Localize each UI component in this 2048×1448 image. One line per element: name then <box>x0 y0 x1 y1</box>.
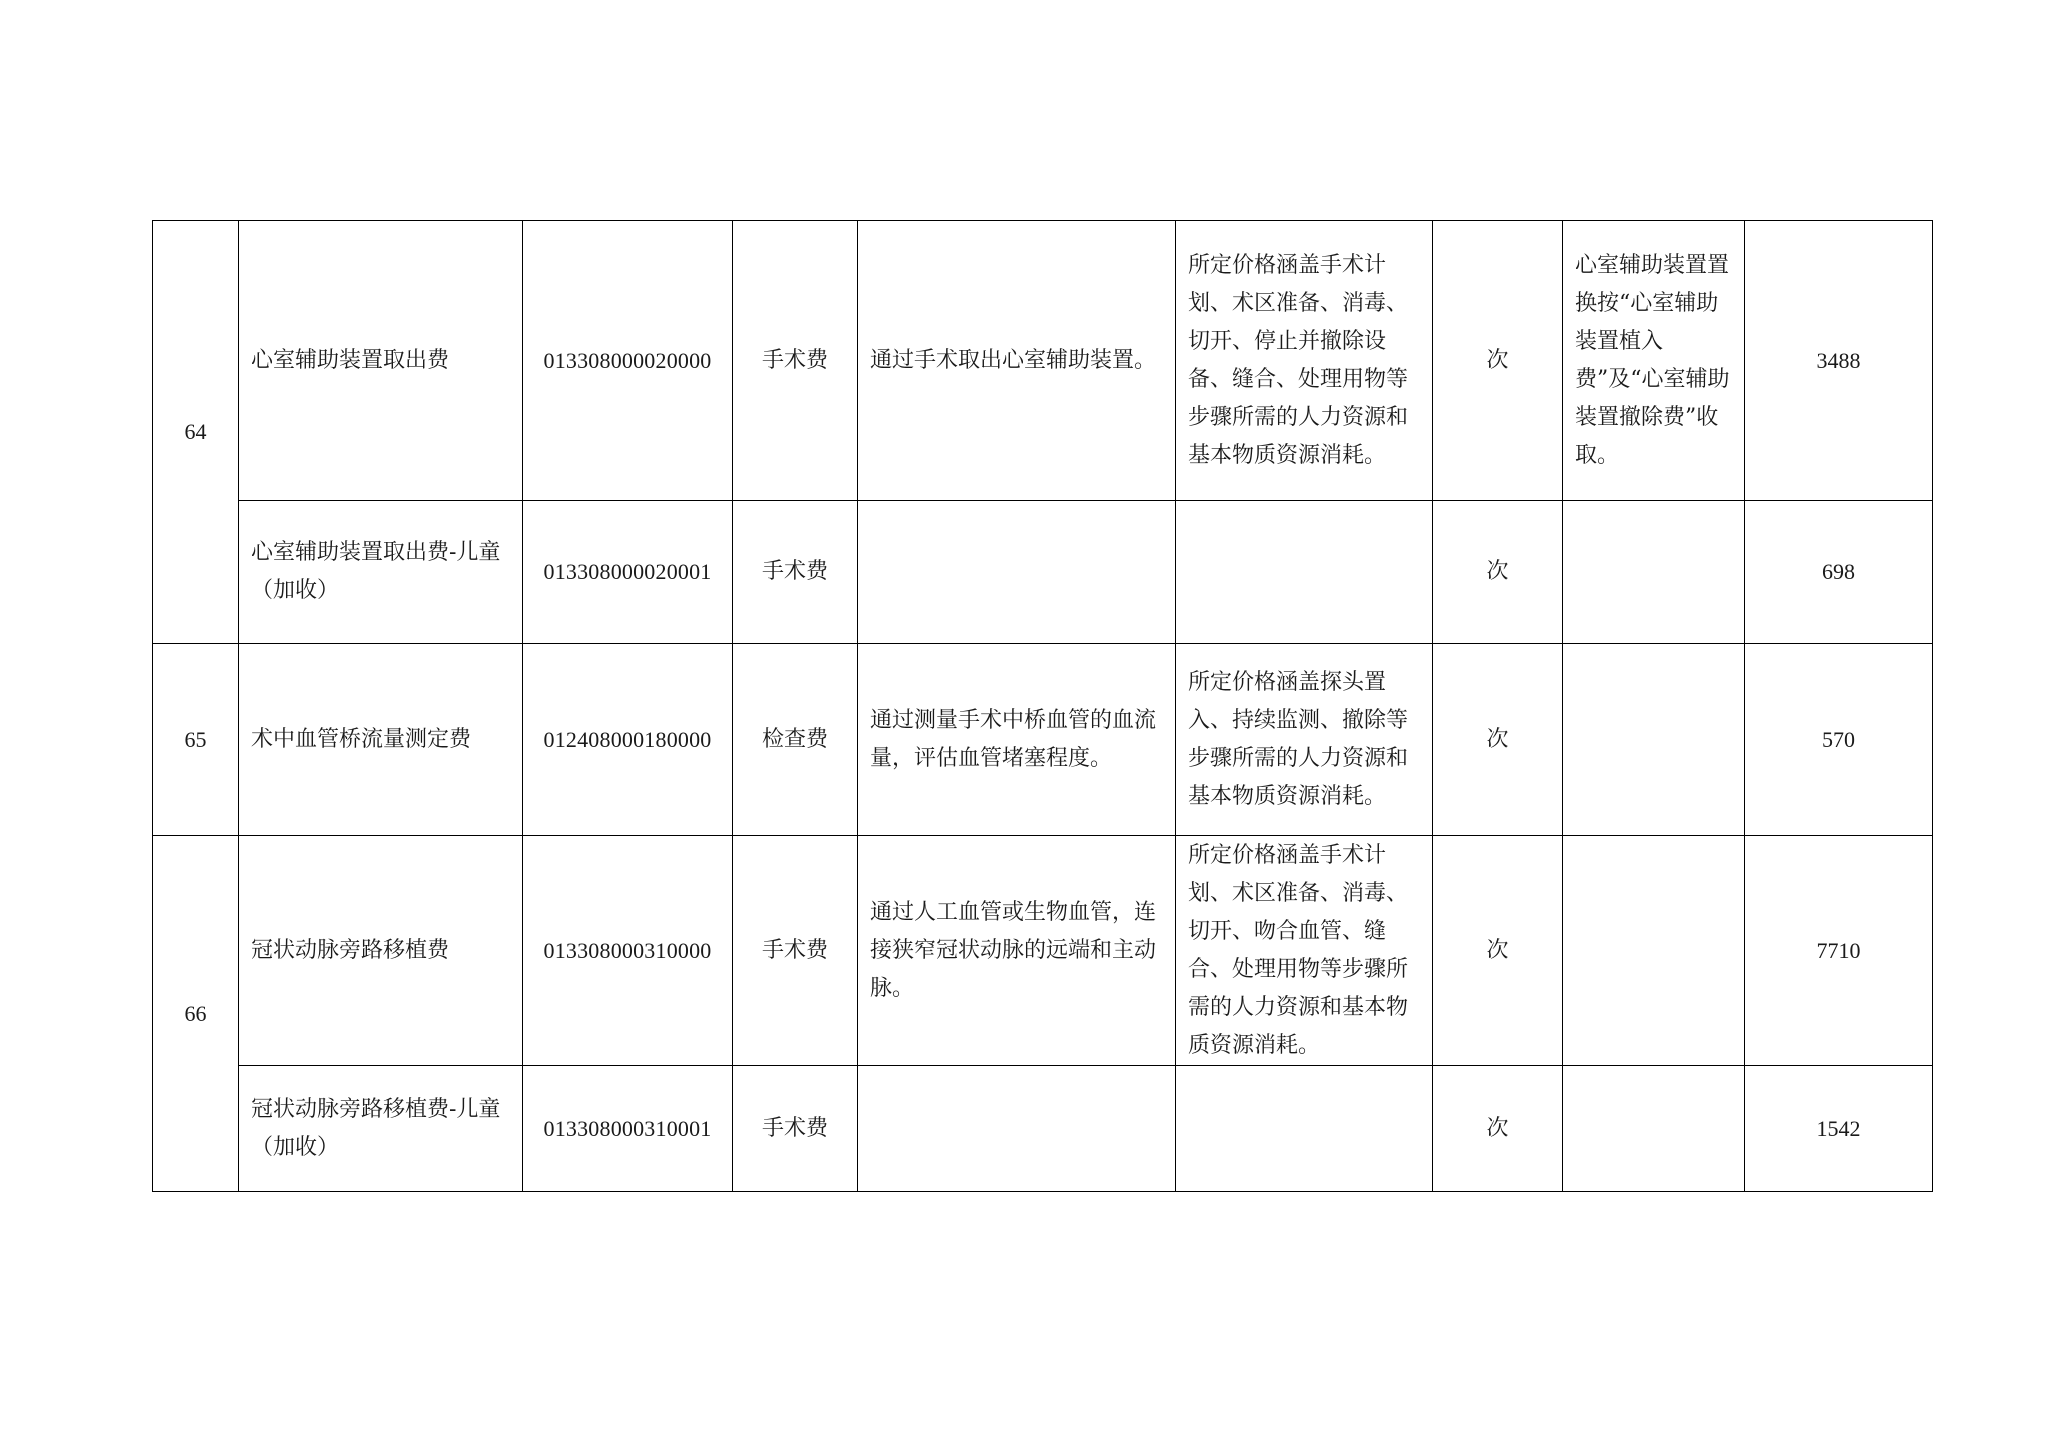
category-cell: 检查费 <box>733 644 858 836</box>
note-cell <box>1563 1066 1745 1192</box>
note-cell <box>1563 644 1745 836</box>
scope-cell: 所定价格涵盖探头置入、持续监测、撤除等步骤所需的人力资源和基本物质资源消耗。 <box>1176 644 1433 836</box>
seq-cell: 66 <box>153 836 239 1192</box>
unit-cell: 次 <box>1433 501 1563 644</box>
note-cell <box>1563 501 1745 644</box>
note-cell: 心室辅助装置置换按“心室辅助装置植入费”及“心室辅助装置撤除费”收取。 <box>1563 221 1745 501</box>
unit-cell: 次 <box>1433 836 1563 1066</box>
item-name-cell: 冠状动脉旁路移植费 <box>239 836 523 1066</box>
table-row <box>153 221 1933 501</box>
content-cell: 通过人工血管或生物血管，连接狭窄冠状动脉的远端和主动脉。 <box>858 836 1176 1066</box>
category-cell: 手术费 <box>733 501 858 644</box>
price-table <box>152 220 1933 1192</box>
content-cell: 通过手术取出心室辅助装置。 <box>858 221 1176 501</box>
unit-cell: 次 <box>1433 644 1563 836</box>
scope-cell: 所定价格涵盖手术计划、术区准备、消毒、切开、吻合血管、缝合、处理用物等步骤所需的人力资源和基本物质资源消耗。 <box>1176 836 1433 1066</box>
price-cell: 698 <box>1745 501 1933 644</box>
item-code-cell: 013308000020000 <box>523 221 733 501</box>
price-cell: 570 <box>1745 644 1933 836</box>
table-row <box>153 1066 1933 1192</box>
unit-cell: 次 <box>1433 221 1563 501</box>
price-cell: 7710 <box>1745 836 1933 1066</box>
content-cell <box>858 1066 1176 1192</box>
scope-cell <box>1176 1066 1433 1192</box>
content-cell: 通过测量手术中桥血管的血流量，评估血管堵塞程度。 <box>858 644 1176 836</box>
item-code-cell: 013308000310000 <box>523 836 733 1066</box>
item-name-cell: 术中血管桥流量测定费 <box>239 644 523 836</box>
item-code-cell: 012408000180000 <box>523 644 733 836</box>
item-name-cell: 心室辅助装置取出费 <box>239 221 523 501</box>
table-row <box>153 501 1933 644</box>
content-cell <box>858 501 1176 644</box>
item-code-cell: 013308000020001 <box>523 501 733 644</box>
category-cell: 手术费 <box>733 1066 858 1192</box>
price-cell: 1542 <box>1745 1066 1933 1192</box>
item-code-cell: 013308000310001 <box>523 1066 733 1192</box>
unit-cell: 次 <box>1433 1066 1563 1192</box>
seq-cell: 64 <box>153 221 239 644</box>
category-cell: 手术费 <box>733 836 858 1066</box>
scope-cell: 所定价格涵盖手术计划、术区准备、消毒、切开、停止并撤除设备、缝合、处理用物等步骤所需的人力资源和基本物质资源消耗。 <box>1176 221 1433 501</box>
seq-cell: 65 <box>153 644 239 836</box>
note-cell <box>1563 836 1745 1066</box>
scope-cell <box>1176 501 1433 644</box>
price-cell: 3488 <box>1745 221 1933 501</box>
item-name-cell: 冠状动脉旁路移植费-儿童（加收） <box>239 1066 523 1192</box>
category-cell: 手术费 <box>733 221 858 501</box>
table-row <box>153 644 1933 836</box>
table-row <box>153 836 1933 1066</box>
item-name-cell: 心室辅助装置取出费-儿童（加收） <box>239 501 523 644</box>
